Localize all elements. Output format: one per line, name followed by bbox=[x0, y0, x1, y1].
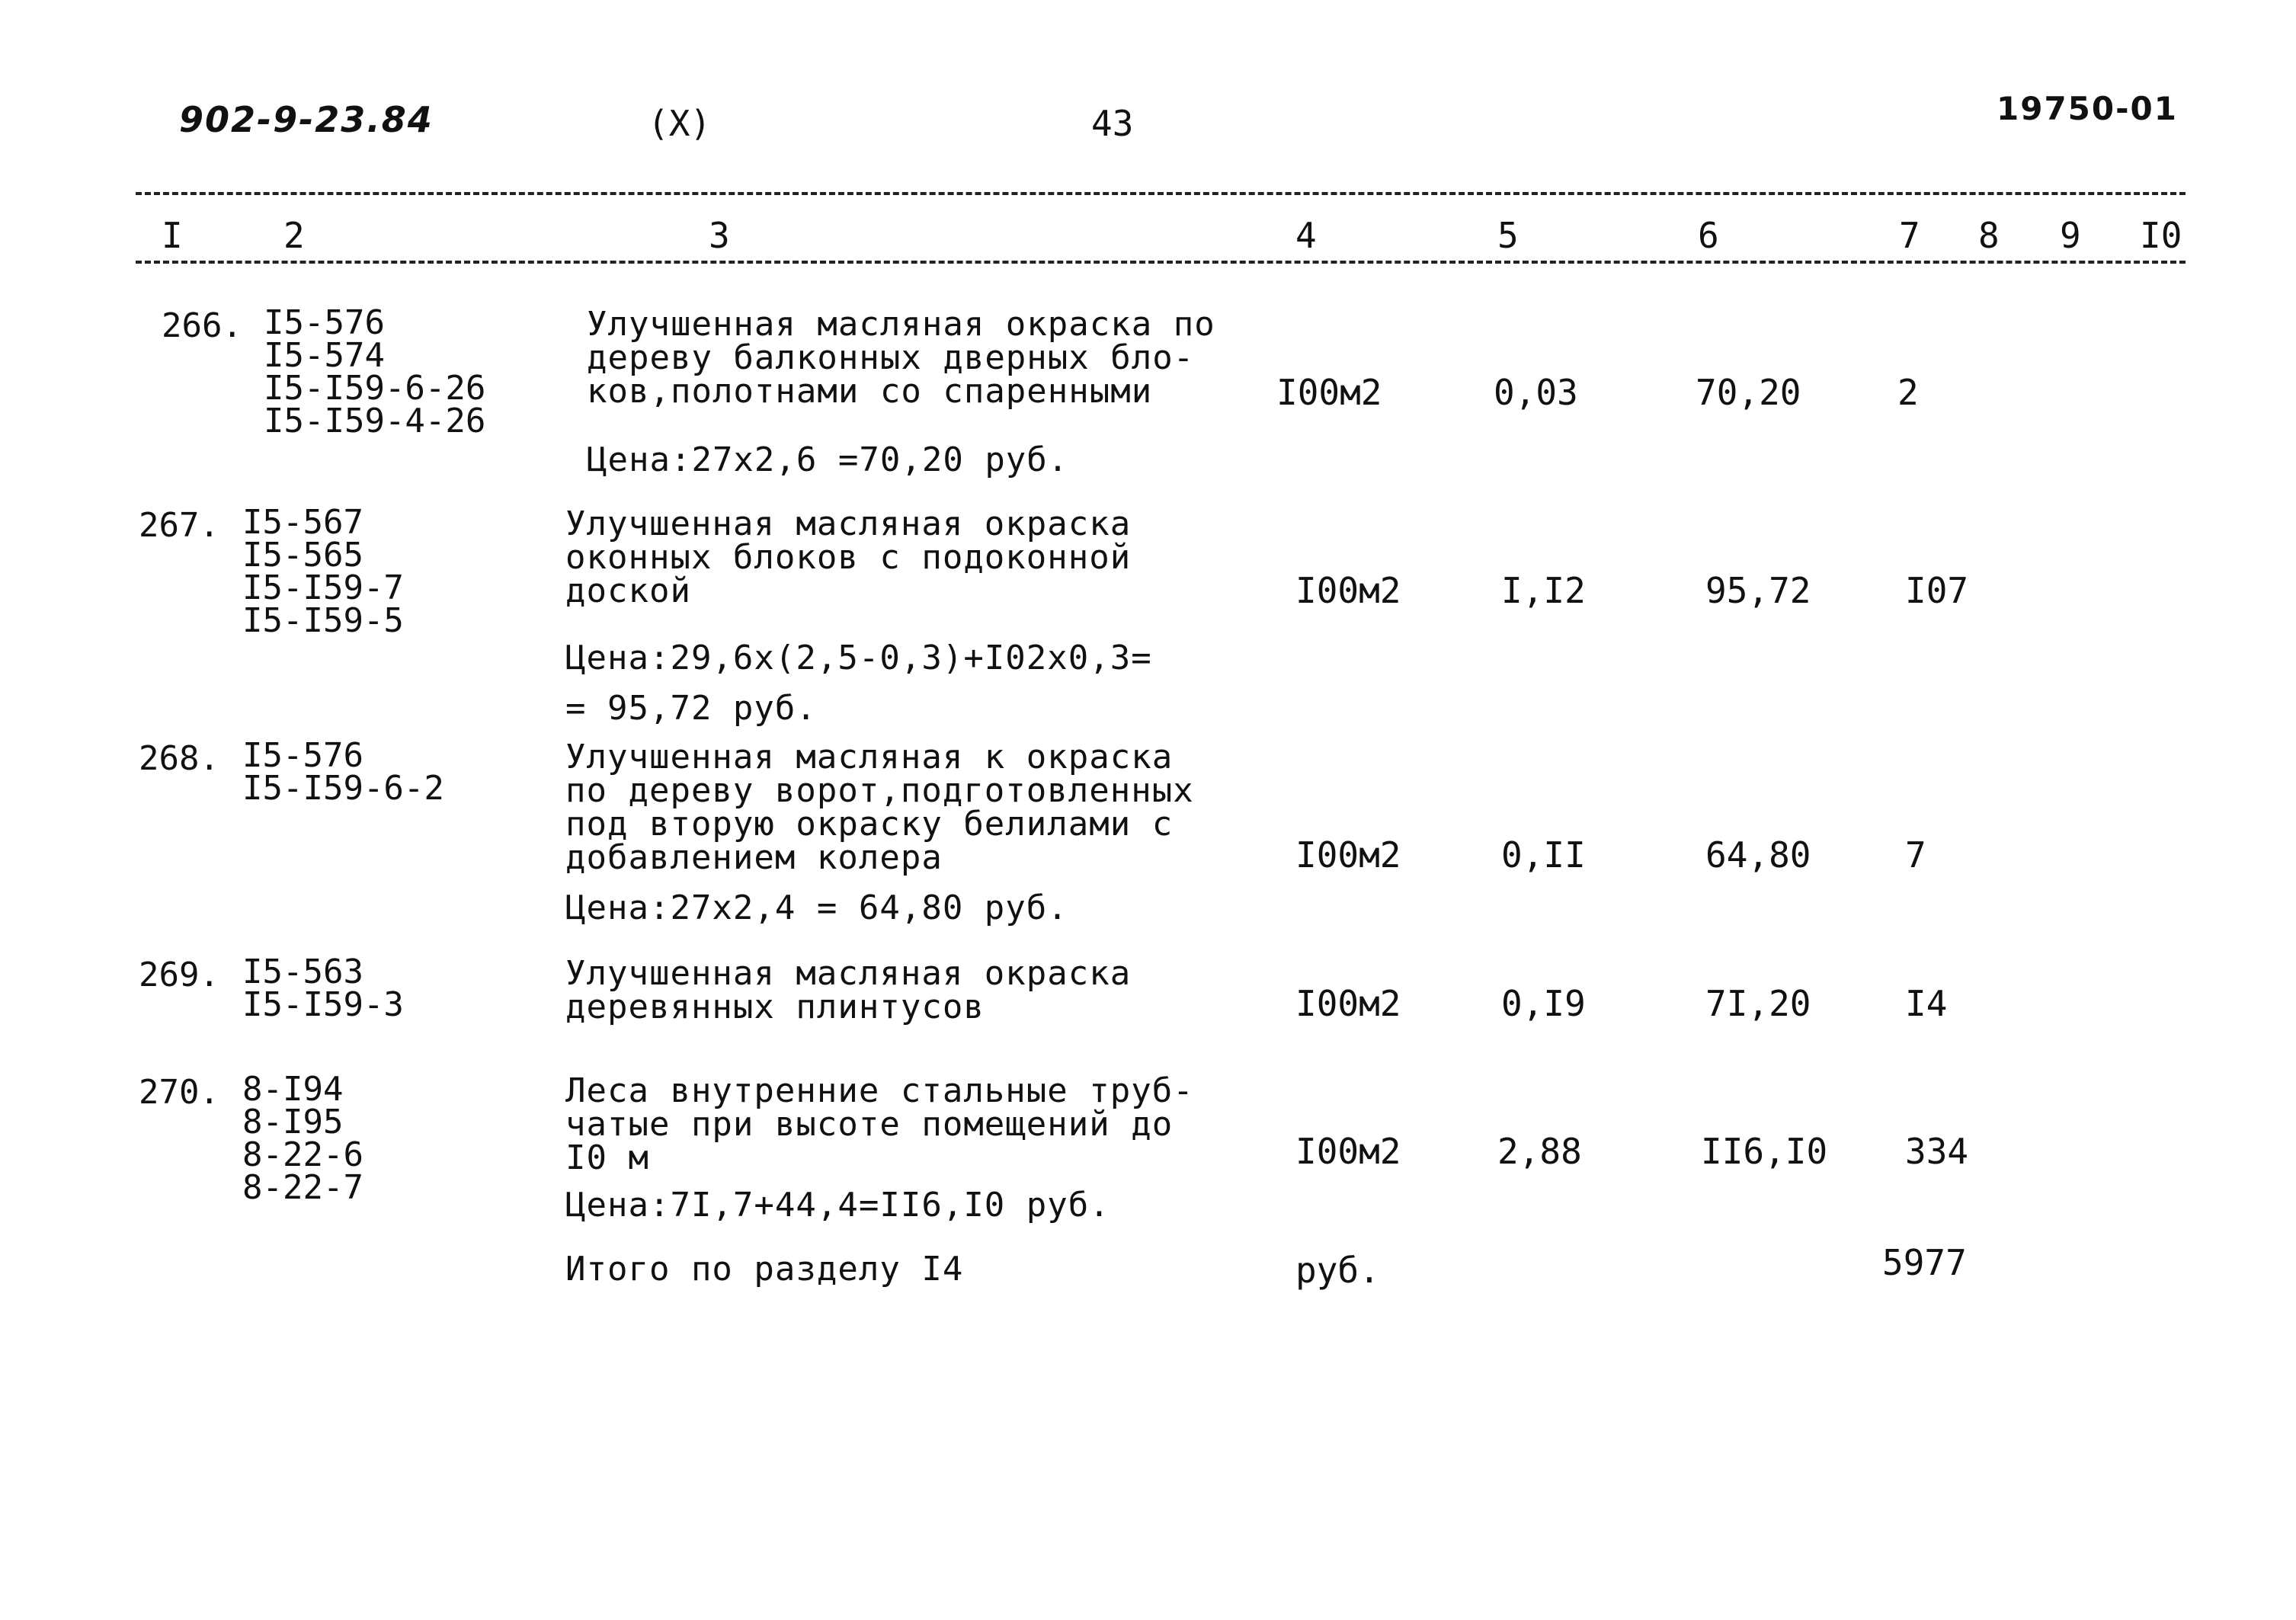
price-note: Цена:27х2,6 =70,20 руб. bbox=[587, 440, 1069, 479]
work-description bbox=[587, 305, 1215, 411]
price-note: Цена:29,6х(2,5-0,3)+I02х0,3= bbox=[565, 639, 1152, 677]
sheet-code: 19750-01 bbox=[1997, 90, 2178, 127]
description-line: оконных блоков с подоконной bbox=[565, 538, 1132, 577]
norm-code: I5-565 bbox=[242, 536, 363, 575]
row-number: 269. bbox=[139, 956, 219, 994]
description-line: I0 м bbox=[565, 1138, 649, 1177]
unit-cost-cell: 64,80 bbox=[1705, 834, 1811, 876]
norm-code: I5-I59-6-26 bbox=[264, 369, 486, 408]
norm-code: I5-I59-3 bbox=[242, 985, 404, 1024]
description-line: Улучшенная масляная к окраска bbox=[565, 738, 1174, 776]
price-note: Цена:7I,7+44,4=II6,I0 руб. bbox=[565, 1186, 1110, 1225]
norm-code-list bbox=[242, 503, 404, 640]
norm-code: I5-567 bbox=[242, 503, 363, 542]
price-note: Цена:27х2,4 = 64,80 руб. bbox=[565, 888, 1068, 927]
work-description bbox=[565, 504, 1132, 610]
section-total-value: 5977 bbox=[1882, 1242, 1967, 1283]
row-number: 267. bbox=[139, 506, 219, 545]
section-total-unit: руб. bbox=[1295, 1250, 1380, 1291]
header-top-rule bbox=[136, 192, 2186, 195]
column-number: 5 bbox=[1497, 215, 1519, 256]
description-line: Улучшенная масляная окраска bbox=[565, 504, 1132, 543]
description-line: чатые при высоте помещений до bbox=[565, 1105, 1174, 1144]
norm-code: 8-I95 bbox=[242, 1103, 344, 1141]
column-number: 3 bbox=[709, 215, 730, 256]
column-number: 2 bbox=[283, 215, 305, 256]
description-line: Улучшенная масляная окраска bbox=[565, 954, 1132, 993]
total-cell: 2 bbox=[1897, 372, 1919, 413]
quantity-cell: I,I2 bbox=[1501, 570, 1586, 611]
unit-cell: I00м2 bbox=[1276, 372, 1382, 413]
norm-code-list bbox=[264, 303, 486, 440]
row-number: 268. bbox=[139, 739, 219, 778]
column-number: 7 bbox=[1899, 215, 1920, 256]
norm-code-list bbox=[242, 1070, 363, 1207]
column-number: 6 bbox=[1698, 215, 1719, 256]
section-mark: (X) bbox=[648, 103, 712, 144]
unit-cost-cell: 70,20 bbox=[1696, 372, 1801, 413]
total-cell: 7 bbox=[1905, 834, 1926, 876]
norm-code: I5-I59-7 bbox=[242, 568, 404, 607]
quantity-cell: 2,88 bbox=[1497, 1131, 1582, 1172]
norm-code: I5-I59-6-2 bbox=[242, 769, 444, 808]
unit-cost-cell: 7I,20 bbox=[1705, 983, 1811, 1024]
norm-code: I5-563 bbox=[242, 952, 363, 991]
work-description bbox=[565, 954, 1132, 1026]
norm-code: 8-I94 bbox=[242, 1070, 344, 1109]
column-number: I bbox=[162, 215, 183, 256]
unit-cost-cell: 95,72 bbox=[1705, 570, 1811, 611]
norm-code-list bbox=[242, 952, 404, 1024]
column-number: 4 bbox=[1295, 215, 1317, 256]
description-line: Улучшенная масляная окраска по bbox=[587, 305, 1215, 344]
total-cell: 334 bbox=[1905, 1131, 1969, 1172]
row-number: 266. bbox=[162, 306, 242, 345]
description-line: деревянных плинтусов bbox=[565, 988, 985, 1026]
norm-code: I5-576 bbox=[264, 303, 385, 342]
work-description bbox=[565, 1071, 1194, 1177]
description-line: Леса внутренние стальные труб- bbox=[565, 1071, 1194, 1110]
norm-code-list bbox=[242, 736, 444, 808]
unit-cell: I00м2 bbox=[1295, 570, 1401, 611]
page-number: 43 bbox=[1091, 103, 1134, 144]
price-note: = 95,72 руб. bbox=[565, 689, 817, 728]
description-line: ков,полотнами со спаренными bbox=[587, 372, 1153, 411]
unit-cell: I00м2 bbox=[1295, 983, 1401, 1024]
work-description bbox=[565, 738, 1194, 877]
quantity-cell: 0,I9 bbox=[1501, 983, 1586, 1024]
norm-code: 8-22-7 bbox=[242, 1168, 363, 1207]
description-line: дереву балконных дверных бло- bbox=[587, 338, 1195, 377]
total-cell: I07 bbox=[1905, 570, 1969, 611]
quantity-cell: 0,II bbox=[1501, 834, 1586, 876]
header-bottom-rule bbox=[136, 261, 2186, 264]
unit-cell: I00м2 bbox=[1295, 1131, 1401, 1172]
row-number: 270. bbox=[139, 1073, 219, 1112]
description-line: доской bbox=[565, 571, 691, 610]
norm-code: I5-I59-4-26 bbox=[264, 402, 486, 440]
unit-cell: I00м2 bbox=[1295, 834, 1401, 876]
column-number: 8 bbox=[1978, 215, 2000, 256]
norm-code: I5-576 bbox=[242, 736, 363, 775]
norm-code: I5-574 bbox=[264, 336, 385, 375]
column-number: 9 bbox=[2060, 215, 2081, 256]
description-line: добавлением колера bbox=[565, 838, 943, 877]
unit-cost-cell: II6,I0 bbox=[1701, 1131, 1828, 1172]
total-cell: I4 bbox=[1905, 983, 1948, 1024]
norm-code: I5-I59-5 bbox=[242, 601, 404, 640]
quantity-cell: 0,03 bbox=[1494, 372, 1578, 413]
norm-code: 8-22-6 bbox=[242, 1135, 363, 1174]
section-total-label: Итого по разделу I4 bbox=[565, 1250, 964, 1289]
description-line: по дереву ворот,подготовленных bbox=[565, 771, 1194, 810]
column-number: I0 bbox=[2140, 215, 2182, 256]
description-line: под вторую окраску белилами с bbox=[565, 805, 1174, 844]
document-code: 902-9-23.84 bbox=[179, 99, 434, 140]
